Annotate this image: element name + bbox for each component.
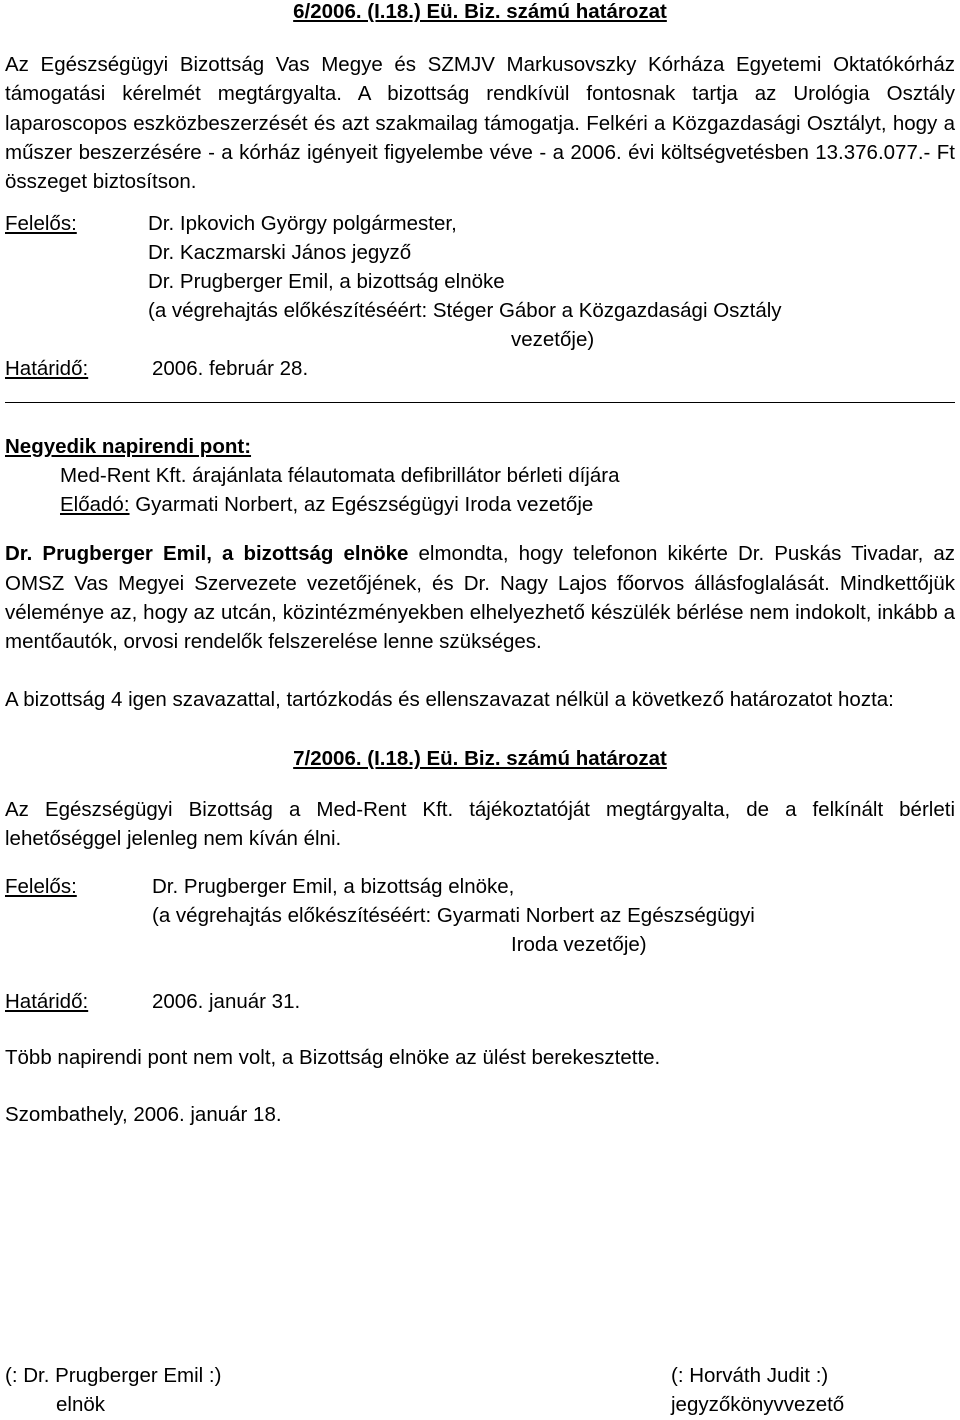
- responsible-preparation: (a végrehajtás előkészítéséért: Gyarmati Norbert az Egészségügyi: [152, 903, 755, 927]
- vote-statement: A bizottság 4 igen szavazattal, tartózkodás és ellenszavazat nélkül a következő határozatot hozta:: [5, 687, 894, 711]
- responsible-person: Dr. Kaczmarski János jegyző: [148, 241, 412, 265]
- responsible-preparation: (a végrehajtás előkészítéséért: Stéger Gábor a Közgazdasági Osztály: [148, 299, 782, 323]
- agenda-4-discussion: [5, 539, 955, 656]
- resolution-2-title: 7/2006. (I.18.) Eü. Biz. számú határozat: [293, 746, 667, 770]
- resolution-1-body: Az Egészségügyi Bizottság Vas Megye és SZMJV Markusovszky Kórháza Egyetemi Oktatókórház támogatási kérelmét megtárgyalta. A bizottság rendkívül fontosnak tartja az Urológia Osztály laparoscopos eszközbeszerzését és azt szakmailag támogatja. Felkéri a Közgazdasági Osztályt, hogy a műszer beszerzésére - a kórház igényeit figyelembe véve - a 2006. évi költségvetésben 13.376.077.- Ft összeget biztosítson.: [5, 53, 955, 194]
- deadline-label: Határidő:: [5, 989, 89, 1013]
- signature-right-role: jegyzőkönyvvezető: [671, 1393, 845, 1416]
- speaker-statement: elmondta, hogy telefonon kikérte Dr. Puskás Tivadar, az OMSZ Vas Megyei Szervezete vezetőjének, és Dr. Nagy Lajos főorvos állásfoglalását. Mindkettőjük véleménye az, hogy az utcán, közintézményekben elhelyezhető készülék bérlése nem indokolt, inkább a mentőautók, orvosi rendelők felszerelése lenne szükséges.: [5, 542, 955, 654]
- resolution-2-body: Az Egészségügyi Bizottság a Med-Rent Kft. tájékoztatóját megtárgyalta, de a felkínált bérleti lehetőséggel jelenleg nem kíván élni.: [5, 797, 955, 851]
- speaker-name: Dr. Prugberger Emil, a bizottság elnöke: [5, 542, 409, 566]
- document-page: [5, 0, 955, 1416]
- agenda-4-heading: Negyedik napirendi pont:: [5, 435, 252, 459]
- agenda-4-subject: Med-Rent Kft. árajánlata félautomata defibrillátor bérleti díjára: [60, 464, 620, 488]
- closing-statement: Több napirendi pont nem volt, a Bizottság elnöke az ülést berekesztette.: [5, 1045, 661, 1069]
- agenda-4-block: [5, 432, 955, 519]
- responsible-preparation-cont: vezetője): [511, 328, 595, 352]
- section-divider: [5, 402, 955, 403]
- place-date: Szombathely, 2006. január 18.: [5, 1102, 282, 1126]
- resolution-1-responsible-block: [5, 209, 955, 383]
- signature-right-name: (: Horváth Judit :): [671, 1364, 829, 1387]
- deadline-label: Határidő:: [5, 357, 89, 381]
- agenda-4-presenter: [60, 490, 593, 519]
- presenter-name: Gyarmati Norbert, az Egészségügyi Iroda vezetője: [135, 493, 594, 517]
- signature-left-role: elnök: [56, 1393, 106, 1416]
- responsible-label: Felelős:: [5, 212, 77, 236]
- responsible-preparation-cont: Iroda vezetője): [511, 932, 647, 956]
- deadline-value: 2006. február 28.: [152, 357, 309, 381]
- responsible-person: Dr. Prugberger Emil, a bizottság elnöke,: [152, 874, 515, 898]
- signature-left-name: (: Dr. Prugberger Emil :): [5, 1364, 222, 1387]
- deadline-value: 2006. január 31.: [152, 989, 301, 1013]
- responsible-label: Felelős:: [5, 874, 77, 898]
- resolution-1-title: 6/2006. (I.18.) Eü. Biz. számú határozat: [293, 0, 667, 23]
- responsible-person: Dr. Ipkovich György polgármester,: [148, 212, 457, 236]
- resolution-2-responsible-block: [5, 872, 955, 1016]
- responsible-person: Dr. Prugberger Emil, a bizottság elnöke: [148, 270, 505, 294]
- presenter-label: Előadó:: [60, 493, 130, 517]
